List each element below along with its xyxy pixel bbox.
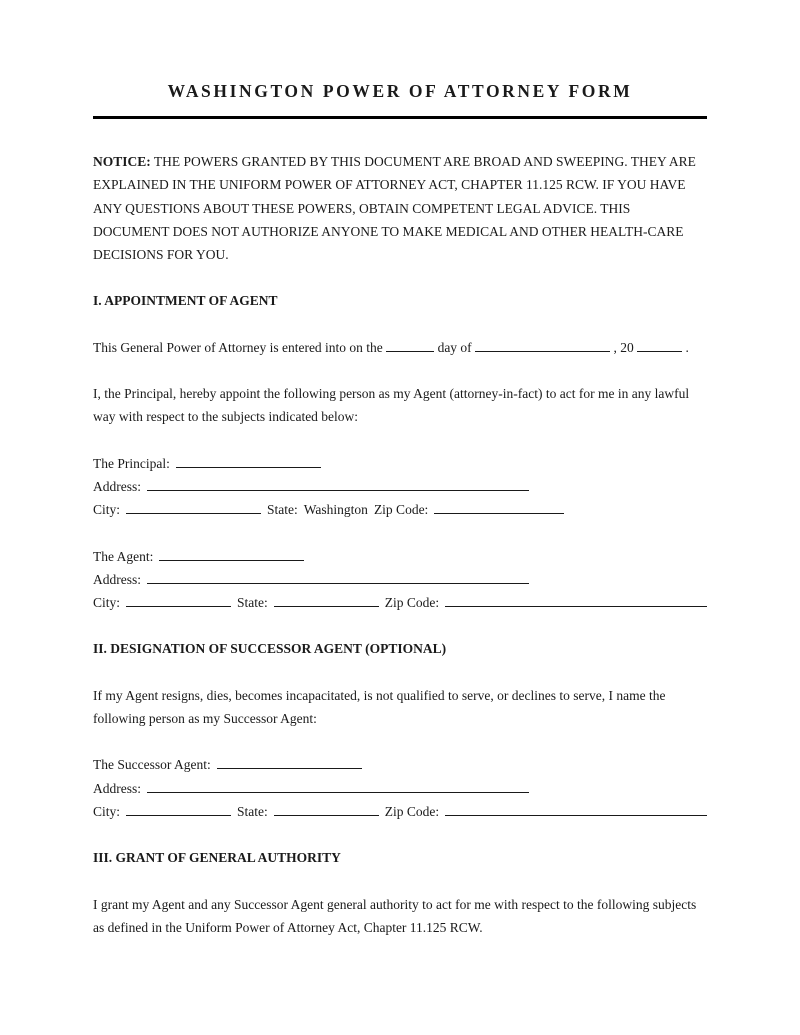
execution-month-blank[interactable] <box>475 337 610 352</box>
date-sentence-mid: day of <box>437 339 472 355</box>
principal-zip-label: Zip Code: <box>373 502 429 518</box>
principal-address-label: Address: <box>93 478 141 494</box>
date-sentence <box>93 336 707 359</box>
date-sentence-suffix: . <box>685 339 689 355</box>
date-sentence-intro: This General Power of Attorney is entered into on the <box>93 339 383 355</box>
successor-address-blank[interactable] <box>147 778 529 793</box>
principal-state-value: Washington <box>303 502 368 518</box>
principal-fields <box>93 452 707 522</box>
agent-state-blank[interactable] <box>274 592 379 607</box>
successor-fields <box>93 753 707 823</box>
agent-name-row <box>93 545 707 568</box>
execution-year-blank[interactable] <box>637 337 682 352</box>
agent-city-label: City: <box>93 595 121 611</box>
agent-city-blank[interactable] <box>126 592 231 607</box>
successor-address-label: Address: <box>93 780 141 796</box>
title-divider <box>93 116 707 119</box>
appointment-paragraph: I, the Principal, hereby appoint the following person as my Agent (attorney-in-fact) to act for me in any lawful way with respect to the subjects indicated below: <box>93 386 690 425</box>
successor-state-label: State: <box>237 803 268 819</box>
principal-address-blank[interactable] <box>147 476 529 491</box>
agent-address-blank[interactable] <box>147 569 529 584</box>
principal-name-row <box>93 452 707 475</box>
successor-address-row <box>93 777 707 800</box>
section-2-heading: II. DESIGNATION OF SUCCESSOR AGENT (OPTIONAL) <box>93 641 447 657</box>
successor-name-row <box>93 753 707 776</box>
section-1-heading: I. APPOINTMENT OF AGENT <box>93 293 278 309</box>
agent-city-row <box>93 591 707 614</box>
principal-name-label: The Principal: <box>93 455 170 471</box>
principal-address-row <box>93 475 707 498</box>
principal-city-label: City: <box>93 502 121 518</box>
notice-text: THE POWERS GRANTED BY THIS DOCUMENT ARE BROAD AND SWEEPING. THEY ARE EXPLAINED IN THE UNIFORM POWER OF ATTORNEY ACT, CHAPTER 11.125 RCW. IF YOU HAVE ANY QUESTIONS ABOUT THESE POWERS, OBTAIN COMPETENT LEGAL ADVICE. THIS DOCUMENT DOES NOT AUTHORIZE ANYONE TO MAKE MEDICAL AND OTHER HEALTH-CARE DECISIONS FOR YOU. <box>93 154 696 263</box>
agent-zip-label: Zip Code: <box>384 595 440 611</box>
successor-name-blank[interactable] <box>217 754 362 769</box>
agent-fields <box>93 545 707 615</box>
successor-zip-blank[interactable] <box>445 801 707 816</box>
successor-state-blank[interactable] <box>274 801 379 816</box>
document-title: WASHINGTON POWER OF ATTORNEY FORM <box>167 81 633 101</box>
date-sentence-year-group <box>637 340 689 355</box>
successor-city-blank[interactable] <box>126 801 231 816</box>
principal-state-label: State: <box>267 502 298 518</box>
agent-name-blank[interactable] <box>159 546 304 561</box>
date-sentence-year-prefix: , 20 <box>613 339 634 355</box>
grant-paragraph: I grant my Agent and any Successor Agent general authority to act for me with respect to the following subjects as defined in the Uniform Power of Attorney Act, Chapter 11.125 RCW. <box>93 896 697 935</box>
notice-label: NOTICE: <box>93 154 151 169</box>
principal-name-blank[interactable] <box>176 453 321 468</box>
execution-day-blank[interactable] <box>386 337 434 352</box>
successor-zip-label: Zip Code: <box>384 803 440 819</box>
principal-city-row <box>93 498 707 521</box>
principal-zip-blank[interactable] <box>434 499 564 514</box>
notice-paragraph <box>93 150 707 266</box>
principal-city-blank[interactable] <box>126 499 261 514</box>
agent-address-label: Address: <box>93 571 141 587</box>
successor-city-row <box>93 800 707 823</box>
section-3-heading: III. GRANT OF GENERAL AUTHORITY <box>93 850 341 866</box>
agent-state-label: State: <box>237 595 268 611</box>
successor-paragraph: If my Agent resigns, dies, becomes incapacitated, is not qualified to serve, or declines to serve, I name the following person as my Successor Agent: <box>93 687 666 727</box>
successor-name-label: The Successor Agent: <box>93 757 211 773</box>
agent-name-label: The Agent: <box>93 548 154 564</box>
successor-city-label: City: <box>93 803 121 819</box>
agent-address-row <box>93 568 707 591</box>
agent-zip-blank[interactable] <box>445 592 707 607</box>
